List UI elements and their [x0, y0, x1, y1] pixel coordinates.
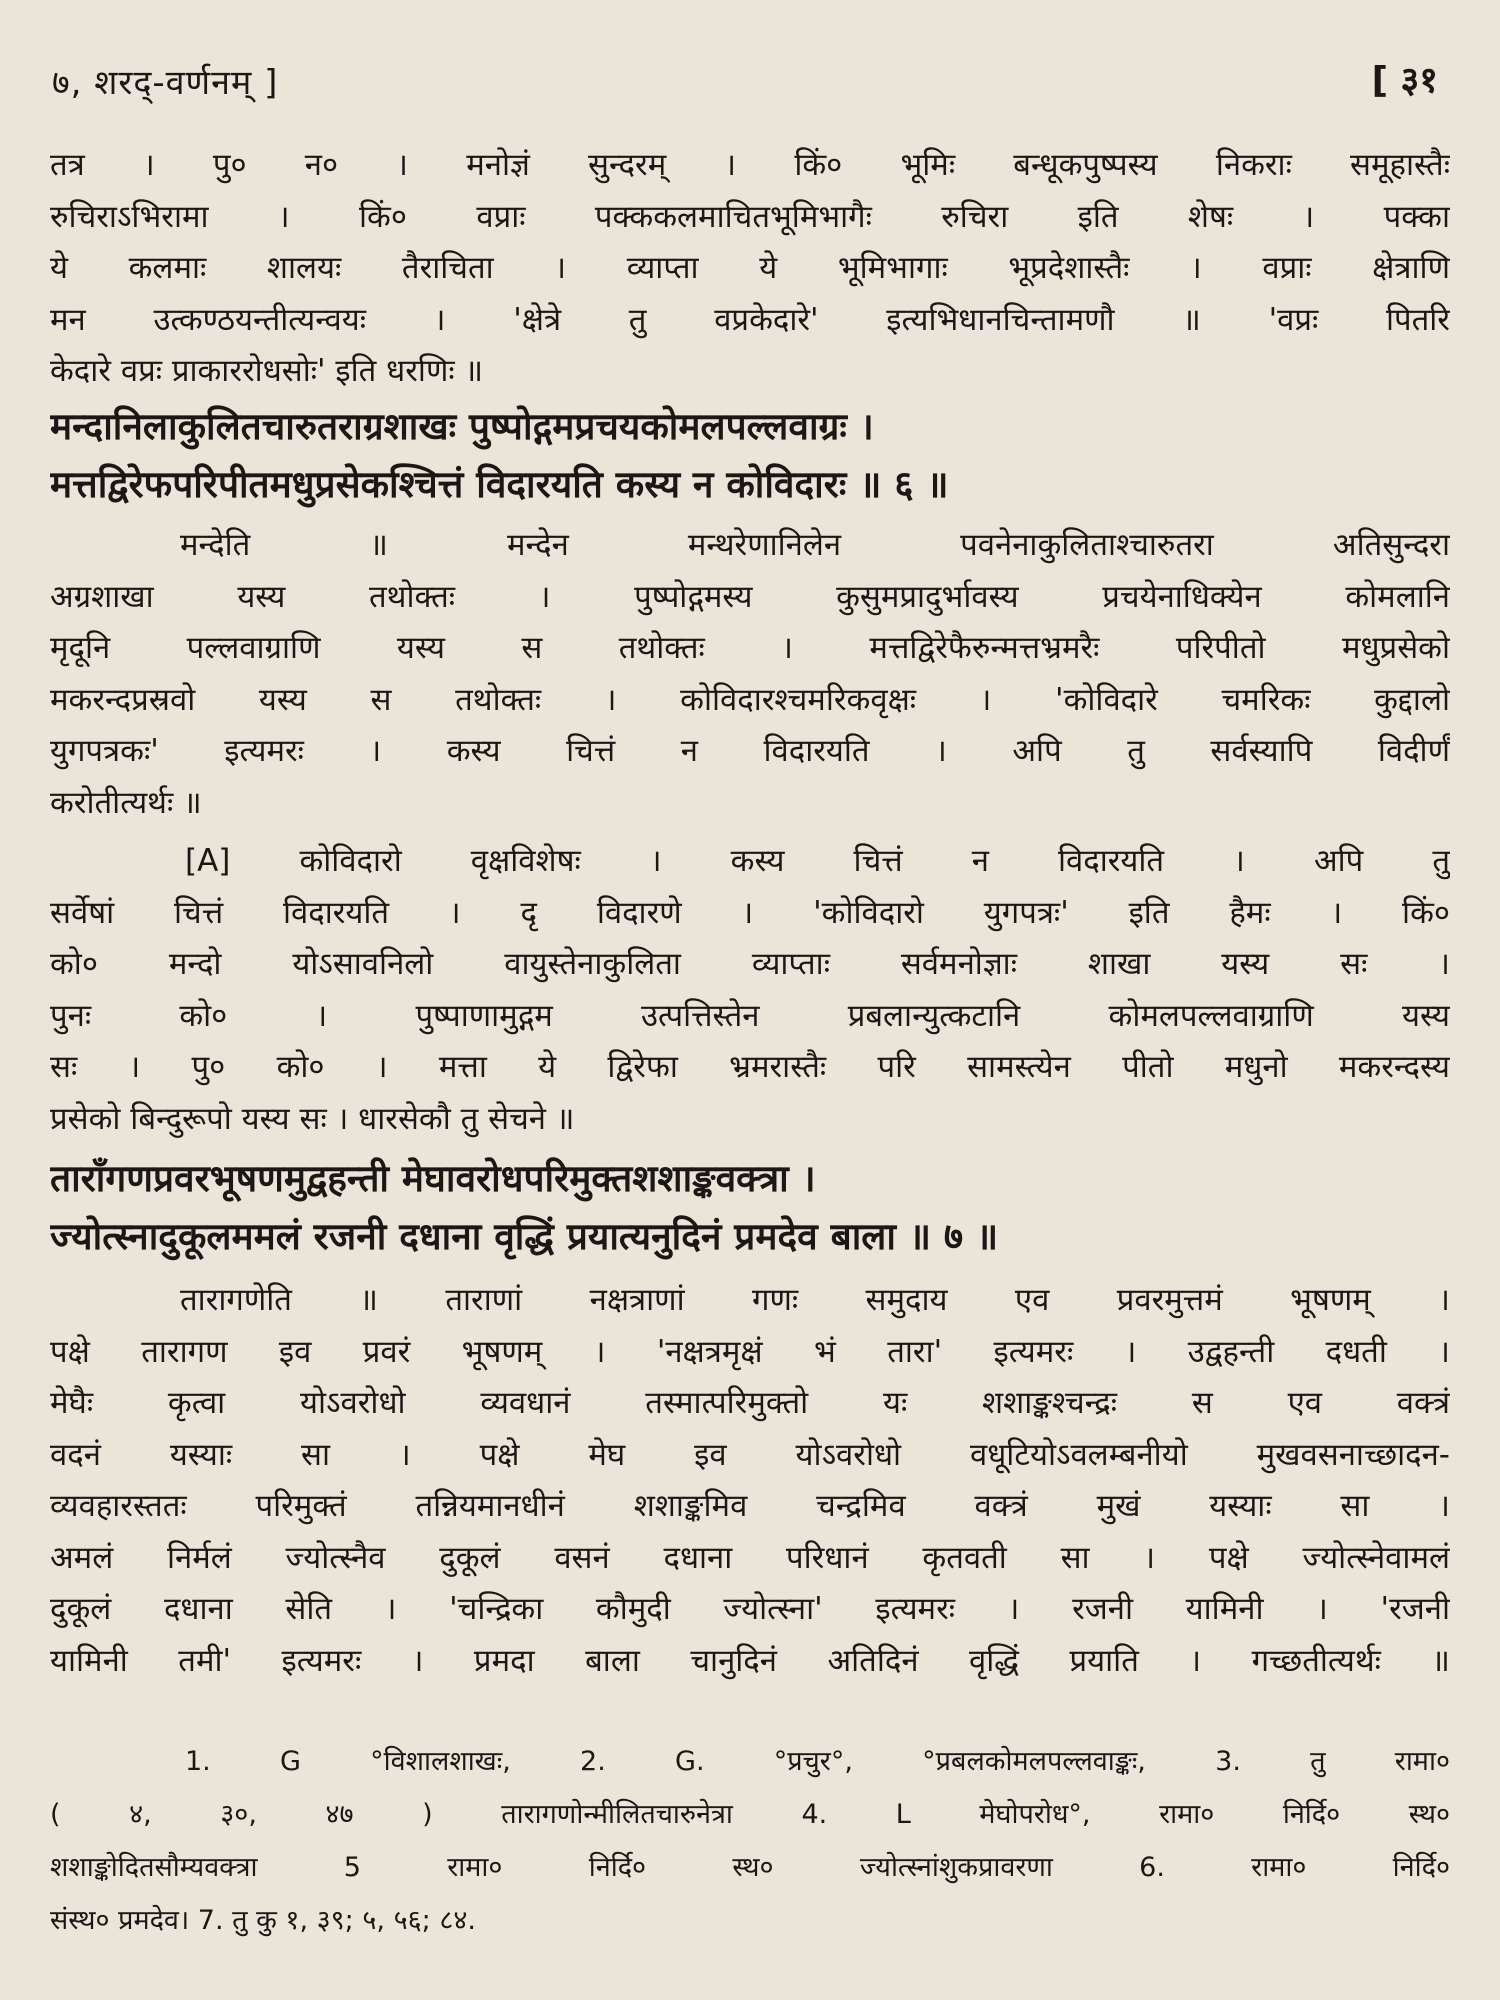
running-header-title: ७, शरद्-वर्णनम् ]	[52, 63, 279, 103]
text-line: [A] कोविदारो वृक्षविशेषः । कस्य चित्तं न विदारयति । अपि तु	[185, 843, 1450, 879]
text-line: पक्षे तारागण इव प्रवरं भूषणम् । 'नक्षत्रमृक्षं भं तारा' इत्यमरः । उद्वहन्ती दधती ।	[50, 1333, 1450, 1370]
text-line: अमलं निर्मलं ज्योत्स्नैव दुकूलं वसनं दधाना परिधानं कृतवती सा । पक्षे ज्योत्स्नेवामलं	[50, 1539, 1450, 1576]
text-line: वदनं यस्याः सा । पक्षे मेघ इव योऽवरोधो वधूटियोऽवलम्बनीयो मुखवसनाच्छादन-	[50, 1436, 1450, 1473]
commentary-block-1	[50, 140, 1450, 398]
text-line: मेघैः कृत्वा योऽवरोधो व्यवधानं तस्मात्परिमुक्तो यः शशाङ्कश्चन्द्रः स एव वक्त्रं	[50, 1385, 1450, 1421]
footnotes	[50, 1735, 1450, 1947]
page-number: [ ३१	[1371, 60, 1438, 101]
verse-line: ज्योत्स्नादुकूलममलं रजनी दधाना वृद्धिं प्रयात्यनुदिनं प्रमदेव बाला ॥ ७ ॥	[50, 1215, 999, 1258]
footnote-line: 1. G °विशालशाखः, 2. G. °प्रचुर°, °प्रबलकोमलपल्लवाङ्कः, 3. तु रामा०	[185, 1746, 1450, 1777]
text-line: को० मन्दो योऽसावनिलो वायुस्तेनाकुलिता व्याप्ताः सर्वमनोज्ञाः शाखा यस्य सः ।	[50, 946, 1450, 982]
text-line: व्यवहारस्ततः परिमुक्तं तन्नियमानधीनं शशाङ्कमिव चन्द्रमिव वक्त्रं मुखं यस्याः सा ।	[50, 1488, 1450, 1524]
verse-line: मन्दानिलाकुलितचारुतराग्रशाखः पुष्पोद्गमप्रचयकोमलपल्लवाग्रः ।	[50, 405, 874, 448]
text-line: तत्र । पु० न० । मनोज्ञं सुन्दरम् । किं० भूमिः बन्धूकपुष्पस्य निकराः समूहास्तैः	[50, 147, 1450, 183]
text-line: रुचिराऽभिरामा । किं० वप्राः पक्ककलमाचितभूमिभागैः रुचिरा इति शेषः । पक्का	[50, 198, 1450, 235]
commentary-block-3	[50, 836, 1450, 1145]
text-line: पुनः को० । पुष्पाणामुद्गम उत्पत्तिस्तेन प्रबलान्युत्कटानि कोमलपल्लवाग्राणि यस्य	[50, 997, 1450, 1034]
verse-6	[50, 398, 1450, 514]
text-line: यामिनी तमी' इत्यमरः । प्रमदा बाला चानुदिनं अतिदिनं वृद्धिं प्रयाति । गच्छतीत्यर्थः ॥	[50, 1642, 1450, 1679]
text-line: दुकूलं दधाना सेति । 'चन्द्रिका कौमुदी ज्योत्स्ना' इत्यमरः । रजनी यामिनी । 'रजनी	[50, 1591, 1450, 1627]
verse-7	[50, 1150, 1450, 1266]
text-line: करोतीत्यर्थः ॥	[50, 784, 202, 821]
text-line: अग्रशाखा यस्य तथोक्तः । पुष्पोद्गमस्य कुसुमप्रादुर्भावस्य प्रचयेनाधिक्येन कोमलानि	[50, 578, 1450, 615]
text-line: सर्वेषां चित्तं विदारयति । दृ विदारणे । 'कोविदारो युगपत्रः' इति हैमः । किं०	[50, 894, 1450, 931]
text-line: मन उत्कण्ठयन्तीत्यन्वयः । 'क्षेत्रे तु वप्रकेदारे' इत्यभिधानचिन्तामणौ ॥ 'वप्रः पितरि	[50, 301, 1450, 338]
text-line: केदारे वप्रः प्राकाररोधसोः' इति धरणिः ॥	[50, 353, 484, 389]
text-line: मकरन्दप्रस्रवो यस्य स तथोक्तः । कोविदारश्चमरिकवृक्षः । 'कोविदारे चमरिकः कुद्दालो	[50, 681, 1450, 718]
text-line: तारागणेति ॥ ताराणां नक्षत्राणां गणः समुदाय एव प्रवरमुत्तमं भूषणम् ।	[180, 1282, 1450, 1318]
verse-line: ताराँगणप्रवरभूषणमुद्वहन्ती मेघावरोधपरिमुक्तशशाङ्कवक्त्रा ।	[50, 1157, 816, 1200]
text-line: प्रसेको बिन्दुरूपो यस्य सः । धारसेकौ तु सेचने ॥	[50, 1100, 575, 1137]
footnote-line: शशाङ्कोदितसौम्यवक्त्रा 5 रामा० निर्दि० स्थ० ज्योत्स्नांशुकप्रावरणा 6. रामा० निर्दि०	[50, 1852, 1450, 1883]
verse-line: मत्तद्विरेफपरिपीतमधुप्रसेकश्चित्तं विदारयति कस्य न कोविदारः ॥ ६ ॥	[50, 463, 949, 506]
footnote-line: ( ४, ३०, ४७ ) तारागणोन्मीलितचारुनेत्रा 4. L मेघोपरोध°, रामा० निर्दि० स्थ०	[50, 1799, 1450, 1830]
text-line: मन्देति ॥ मन्देन मन्थरेणानिलेन पवनेनाकुलिताश्चारुतरा अतिसुन्दरा	[180, 527, 1450, 563]
text-line: सः । पु० को० । मत्ता ये द्विरेफा भ्रमरास्तैः परि सामस्त्येन पीतो मधुनो मकरन्दस्य	[50, 1049, 1450, 1085]
footnote-line: संस्थ० प्रमदेव। 7. तु कु १, ३९; ५, ५६; ८४.	[50, 1905, 476, 1936]
commentary-block-2	[50, 520, 1450, 829]
commentary-block-4	[50, 1275, 1450, 1687]
text-line: ये कलमाः शालयः तैराचिता । व्याप्ता ये भूमिभागाः भूप्रदेशास्तैः । वप्राः क्षेत्राणि	[50, 250, 1450, 286]
text-line: मृदूनि पल्लवाग्राणि यस्य स तथोक्तः । मत्तद्विरेफैरुन्मत्तभ्रमरैः परिपीतो मधुप्रसेको	[50, 630, 1450, 666]
text-line: युगपत्रकः' इत्यमरः । कस्य चित्तं न विदारयति । अपि तु सर्वस्यापि विदीर्णं	[50, 733, 1450, 769]
